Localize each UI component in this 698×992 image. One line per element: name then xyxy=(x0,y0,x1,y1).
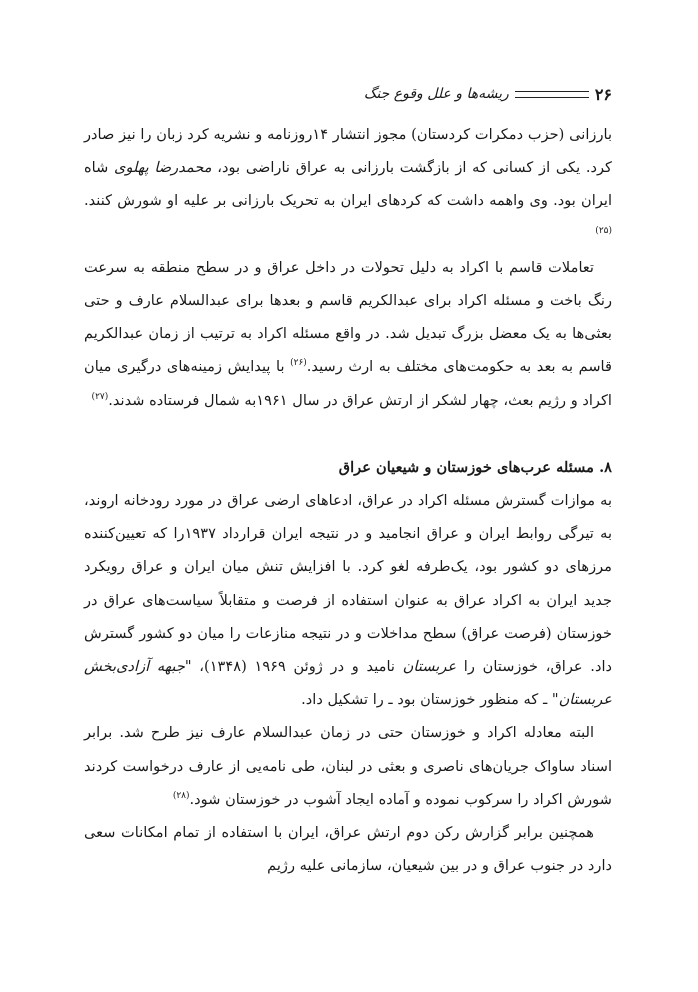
person-name: محمدرضا پهلوی xyxy=(114,159,212,177)
paragraph xyxy=(84,484,612,716)
text-run: البته معادله اکراد و خوزستان حتی در زمان عبدالسلام عارف نیز طرح شد. برابر اسناد ساواک جریان‌های ناصری و بعثی در لبنان، طی نامه‌یی از عارف درخواست کردند شورش اکراد را سرکوب نموده و آماده ایجاد آشوب در خوزستان شود. xyxy=(84,724,612,808)
footnote-ref: (۲۷) xyxy=(91,391,109,402)
section-heading: ۸. مسئله عرب‌های خوزستان و شیعیان عراق xyxy=(338,458,612,476)
section-gap xyxy=(84,417,612,451)
paragraph xyxy=(84,716,612,816)
text-run: به موازات گسترش مسئله اکراد در عراق، ادعاهای ارضی عراق در مورد رودخانه اروند، به تیرگی روابط ایران و عراق انجامید و در نتیجه ایران قرارداد ۱۹۳۷را که تعیین‌کننده مرزهای دو کشور بود، یک‌طرفه لغو کرد. با افزایش تنش میان ایران و عراق رویکرد جدید ایران به اکراد عراق به عنوان استفاده از فرصت و متقابلاً سیاست‌های عراق در خوزستان (فرصت عراق) سطح مداخلات و در نتیجه منازعات را میان دو کشور گسترش داد. عراق، خوزستان را xyxy=(84,492,612,676)
body-text xyxy=(84,118,612,882)
footnote-ref: (۲۵) xyxy=(595,225,612,236)
footnote-ref: (۲۶) xyxy=(290,358,307,369)
text-run: بارزانی (حزب دمکرات کردستان) مجوز انتشار ۱۴روزنامه و نشریه کرد زبان را نیز صادر کرد. یکی از کسانی که از بازگشت بارزانی به عراق ناراضی بود، xyxy=(84,126,612,177)
paragraph xyxy=(84,118,612,251)
text-run: نامید و در ژوئن ۱۹۶۹ (۱۳۴۸)، xyxy=(191,658,403,676)
running-title: ریشه‌ها و علل وقوع جنگ xyxy=(363,86,509,102)
text-run: شاه ایران بود. وی واهمه داشت که کردهای ایران به تحریک بارزانی بر علیه او شورش کنند. xyxy=(84,159,612,210)
text-run: با پیدایش زمینه‌های درگیری میان اکراد و رژیم بعث، چهار لشکر از ارتش عراق در سال ۱۹۶۱به شمال فرستاده شدند. xyxy=(84,358,612,409)
text-run: ـ که منظور خوزستان بود ـ را تشکیل داد. xyxy=(301,691,552,709)
italic-term: عربستان xyxy=(402,658,457,676)
text-run: همچنین برابر گزارش رکن دوم ارتش عراق، ایران با استفاده از تمام امکانات سعی دارد در جنوب عراق و در بین شیعیان، سازمانی علیه رژیم xyxy=(84,824,612,875)
header-rule xyxy=(515,91,589,98)
footnote-ref: (۲۸) xyxy=(172,791,190,801)
text-run: تعاملات قاسم با اکراد به دلیل تحولات در داخل عراق و در سطح منطقه به سرعت رنگ باخت و مسئله اکراد برای عبدالکریم قاسم و بعدها برای عبدالسلام عارف و حتی بعثی‌ها به یک معضل بزرگ تبدیل شد. در واقع مسئله اکراد به ترتیب از زمان عبدالکریم قاسم به بعد به حکومت‌های مختلف به ارث رسید. xyxy=(84,258,612,376)
paragraph xyxy=(84,816,612,882)
italic-term: "جبهه آزادی‌بخش عربستان" xyxy=(84,658,612,709)
page-number: ۲۶ xyxy=(594,84,612,104)
paragraph xyxy=(84,251,612,417)
page-header xyxy=(84,82,612,106)
